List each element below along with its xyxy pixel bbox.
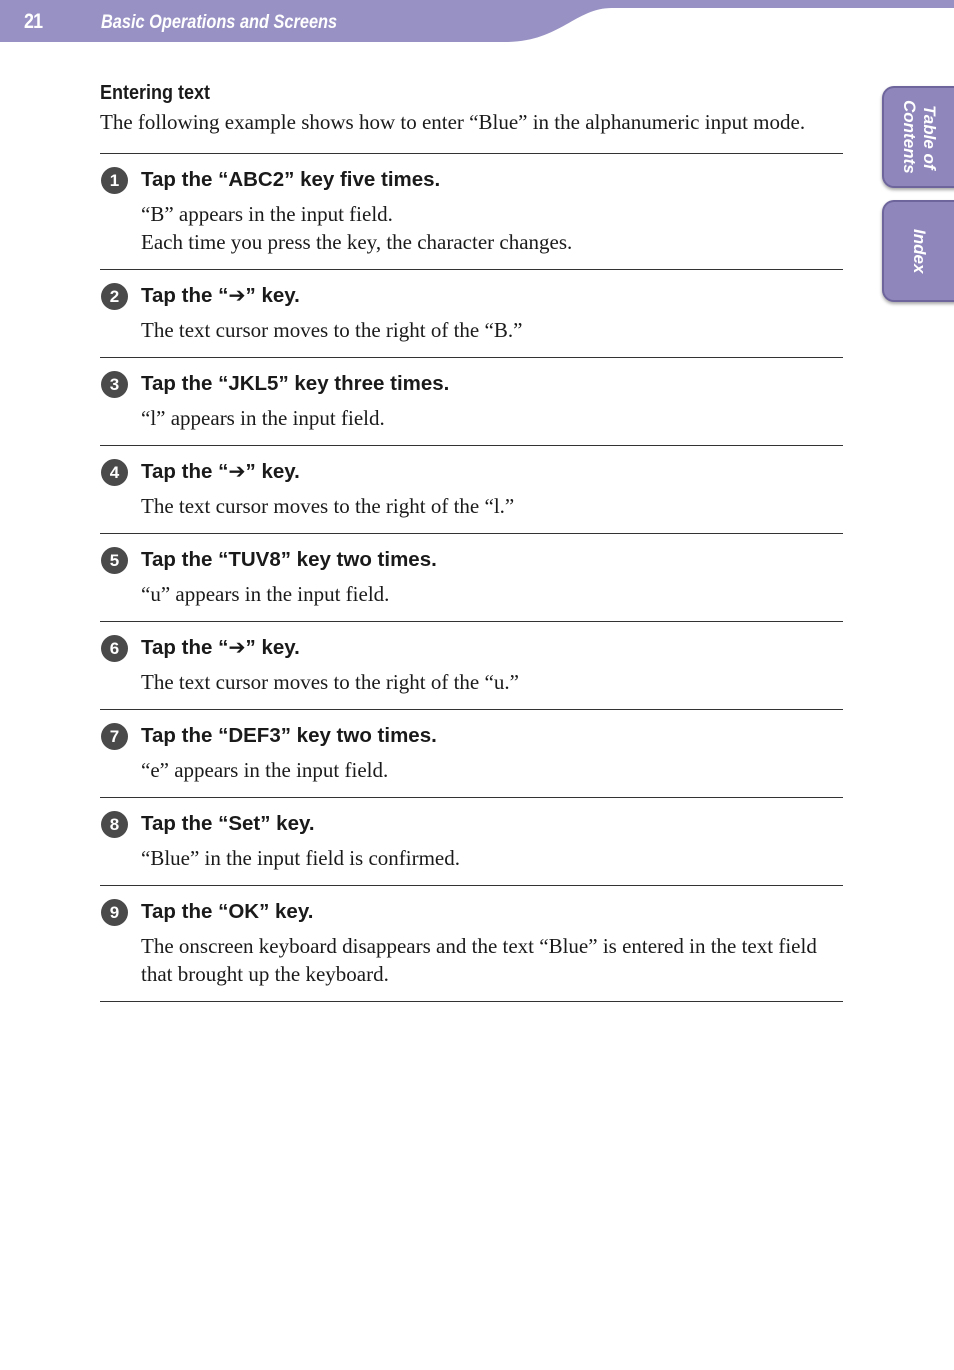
step-description bbox=[141, 404, 843, 432]
step-title: Tap the “➔” key. bbox=[141, 460, 300, 483]
step-item bbox=[100, 622, 843, 710]
step-number-icon: 8 bbox=[101, 811, 128, 838]
step-description bbox=[141, 200, 843, 256]
step-title: Tap the “JKL5” key three times. bbox=[141, 372, 450, 395]
step-description bbox=[141, 316, 843, 344]
step-description-line: “B” appears in the input field. bbox=[141, 202, 393, 226]
step-item bbox=[100, 154, 843, 270]
step-description-line: “Blue” in the input field is confirmed. bbox=[141, 846, 460, 870]
section-heading: Entering text bbox=[100, 82, 211, 104]
step-number-icon: 6 bbox=[101, 635, 128, 662]
step-description bbox=[141, 844, 843, 872]
step-title: Tap the “➔” key. bbox=[141, 284, 300, 307]
step-description bbox=[141, 580, 843, 608]
step-description bbox=[141, 668, 843, 696]
index-tab[interactable] bbox=[882, 200, 954, 302]
step-number-icon: 5 bbox=[101, 547, 128, 574]
step-number-icon: 2 bbox=[101, 283, 128, 310]
header-band bbox=[0, 0, 954, 42]
step-number-icon: 4 bbox=[101, 459, 128, 486]
step-description-line: The text cursor moves to the right of the “B.” bbox=[141, 318, 523, 342]
intro-paragraph: The following example shows how to enter “Blue” in the alphanumeric input mode. bbox=[100, 110, 806, 134]
step-number-icon: 3 bbox=[101, 371, 128, 398]
main-content bbox=[100, 80, 843, 1002]
step-description-line: The text cursor moves to the right of the “u.” bbox=[141, 670, 519, 694]
table-of-contents-tab-label: Table of Contents bbox=[900, 100, 939, 174]
step-title: Tap the “DEF3” key two times. bbox=[141, 724, 437, 747]
step-number-icon: 9 bbox=[101, 899, 128, 926]
table-of-contents-tab[interactable] bbox=[882, 86, 954, 188]
step-title: Tap the “➔” key. bbox=[141, 636, 300, 659]
step-description-line: “l” appears in the input field. bbox=[141, 406, 385, 430]
step-item bbox=[100, 358, 843, 446]
step-item bbox=[100, 710, 843, 798]
step-item bbox=[100, 270, 843, 358]
step-description-line: Each time you press the key, the character changes. bbox=[141, 230, 573, 254]
step-description bbox=[141, 756, 843, 784]
step-number-icon: 7 bbox=[101, 723, 128, 750]
step-item bbox=[100, 446, 843, 534]
steps-list bbox=[100, 153, 843, 1002]
step-title: Tap the “OK” key. bbox=[141, 900, 314, 923]
step-item bbox=[100, 886, 843, 1002]
step-number-icon: 1 bbox=[101, 167, 128, 194]
step-item bbox=[100, 798, 843, 886]
step-title: Tap the “ABC2” key five times. bbox=[141, 168, 441, 191]
step-description-line: “e” appears in the input field. bbox=[141, 758, 389, 782]
step-title: Tap the “Set” key. bbox=[141, 812, 315, 835]
section-title: Basic Operations and Screens bbox=[101, 12, 338, 33]
step-title: Tap the “TUV8” key two times. bbox=[141, 548, 437, 571]
step-description-line: The text cursor moves to the right of the “l.” bbox=[141, 494, 515, 518]
step-description bbox=[141, 932, 843, 988]
step-description-line: The onscreen keyboard disappears and the text “Blue” is entered in the text field that brought up the keyboard. bbox=[141, 934, 817, 986]
step-description-line: “u” appears in the input field. bbox=[141, 582, 390, 606]
step-description bbox=[141, 492, 843, 520]
step-item bbox=[100, 534, 843, 622]
page-number: 21 bbox=[24, 10, 43, 33]
index-tab-label: Index bbox=[910, 228, 929, 274]
